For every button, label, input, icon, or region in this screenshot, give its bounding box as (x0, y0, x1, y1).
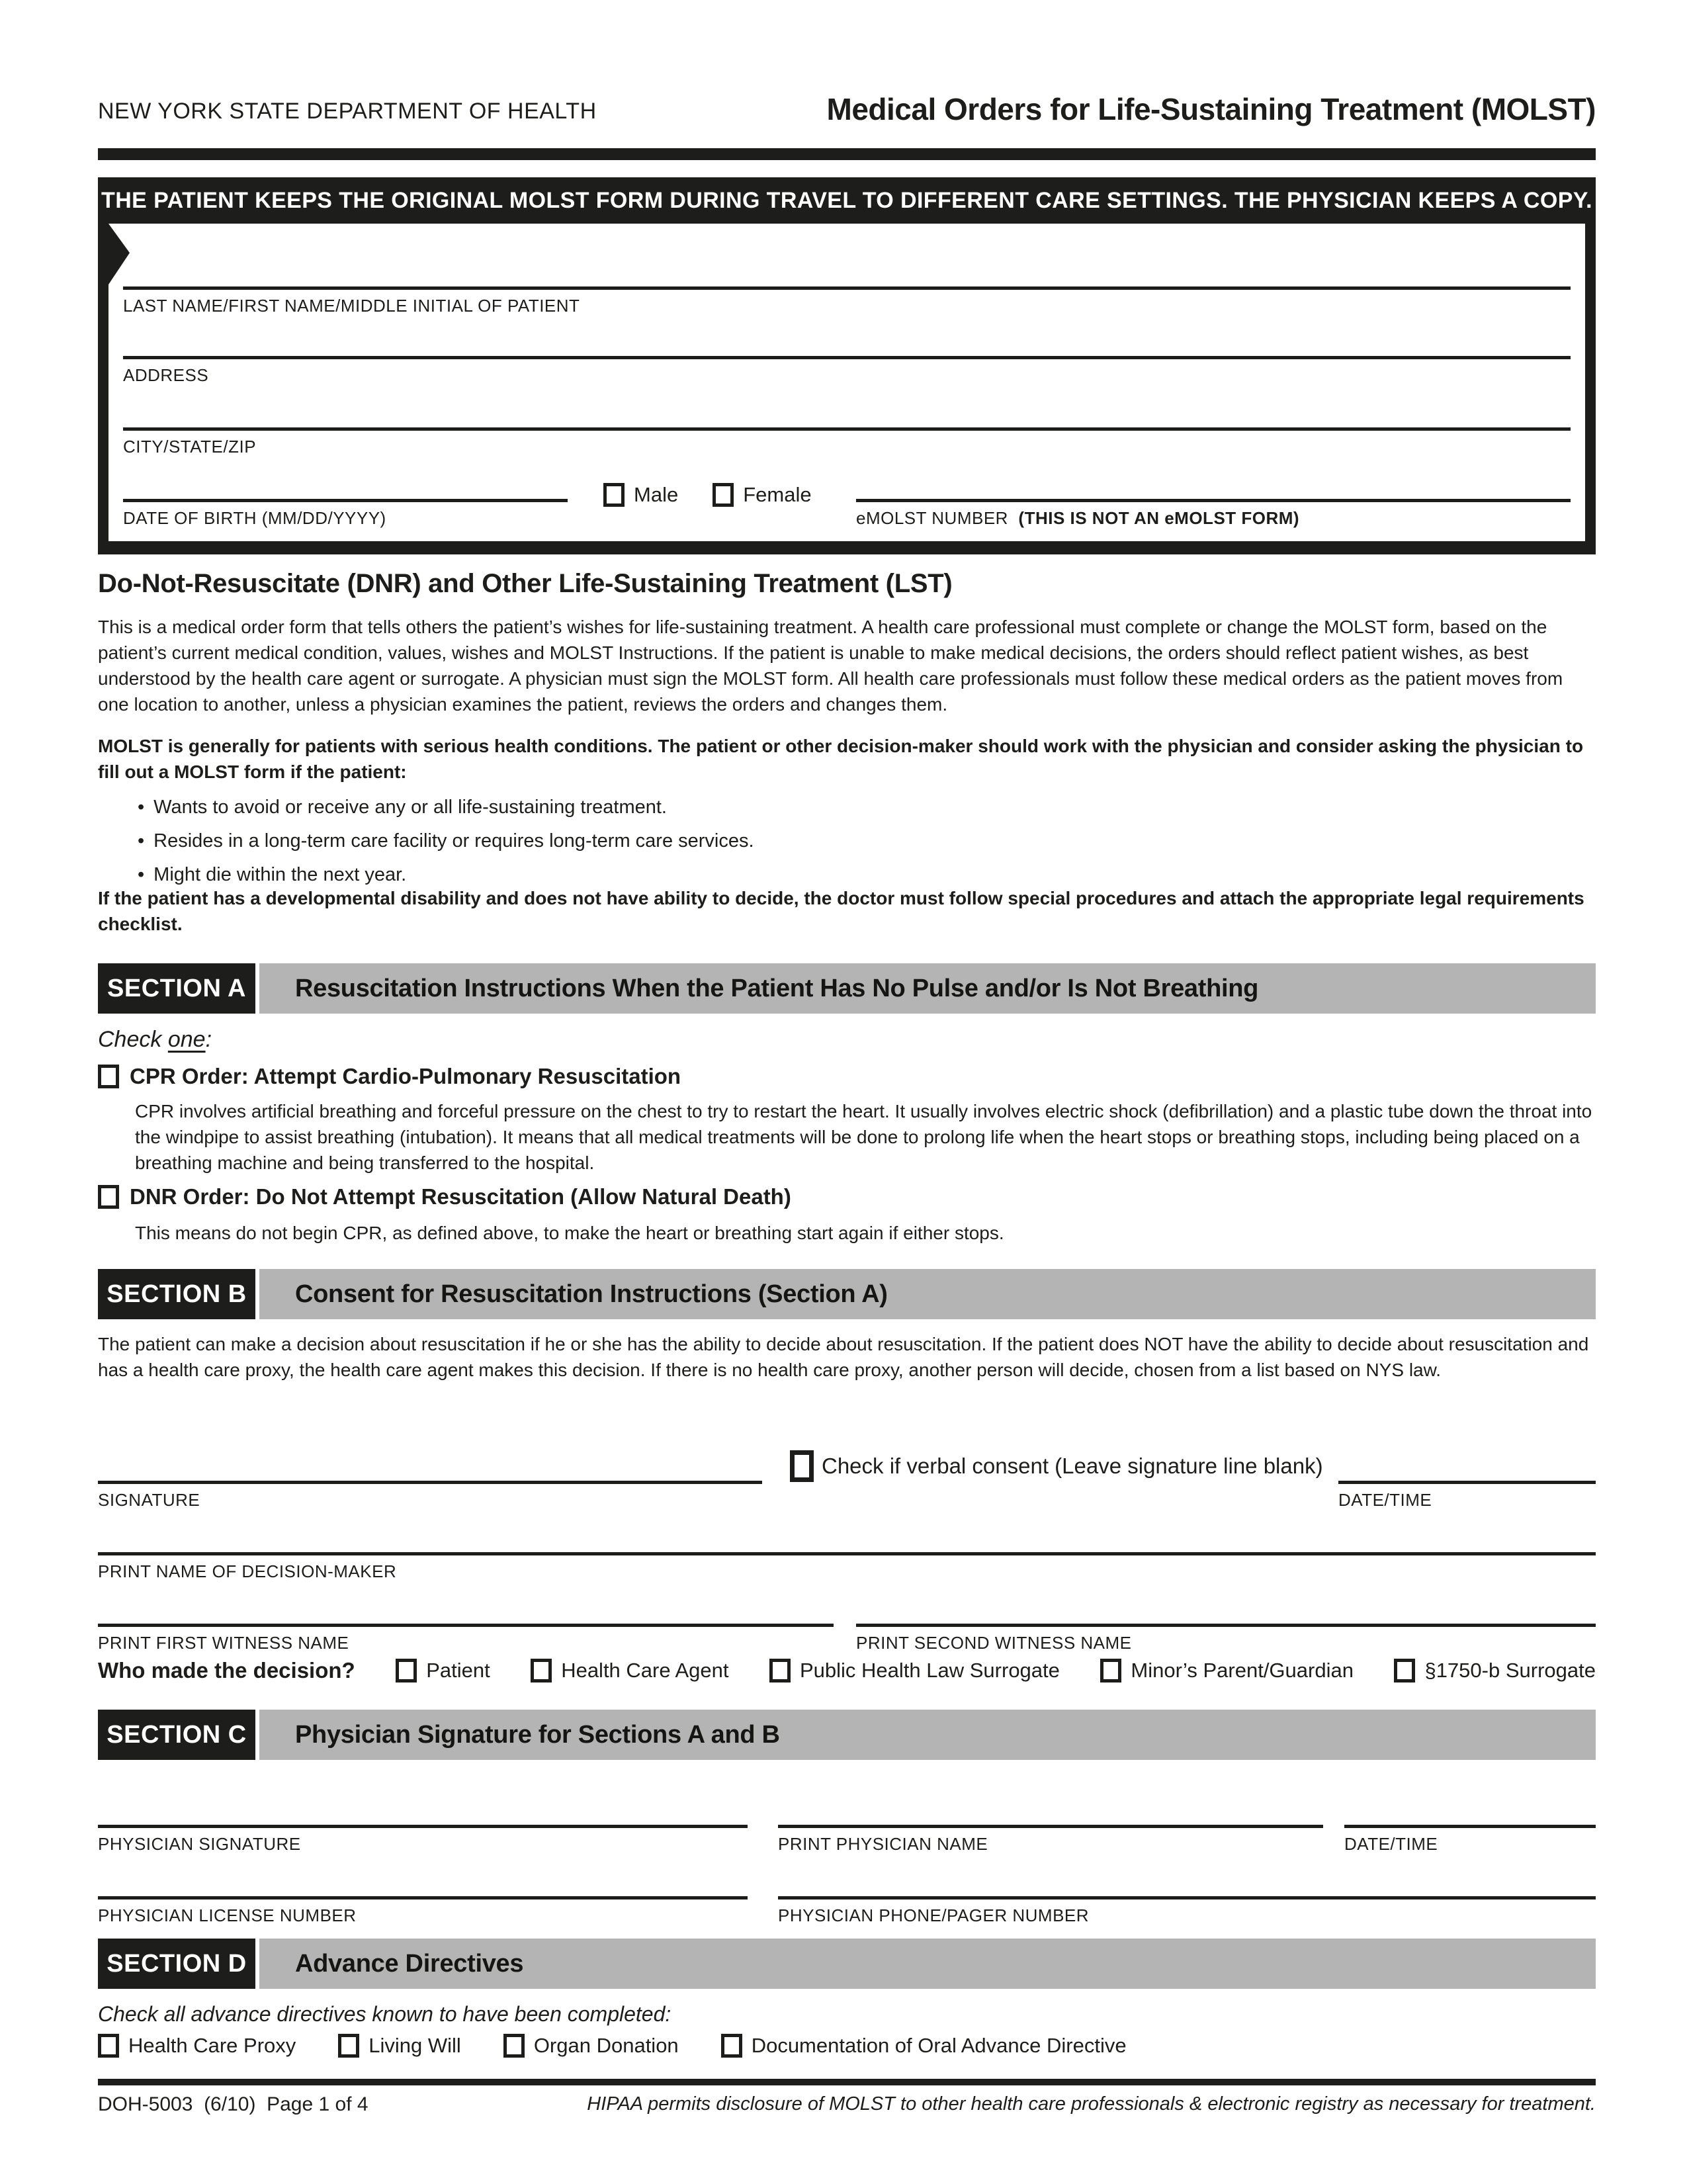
list-item-text: • Wants to avoid or receive any or all life-sustaining treatment. (153, 797, 667, 818)
molst-criteria-list (138, 794, 1596, 895)
cpr-order-checkbox[interactable] (98, 1065, 119, 1088)
footer-divider (98, 2079, 1596, 2085)
sex-selection (603, 483, 812, 507)
health-care-proxy-label: Health Care Proxy (128, 2034, 296, 2057)
oral-advance-directive-checkbox[interactable] (721, 2034, 742, 2058)
list-item (138, 828, 1596, 854)
check-one-instruction (98, 1027, 212, 1053)
section-d-header (98, 1939, 1596, 1989)
patient-dob-label: DATE OF BIRTH (MM/DD/YYYY) (123, 508, 386, 528)
first-witness-label: PRINT FIRST WITNESS NAME (98, 1633, 349, 1653)
physician-signature-line[interactable] (98, 1825, 748, 1828)
patient-dob-field (123, 499, 568, 529)
cpr-description: CPR involves artificial breathing and forceful pressure on the chest to try to restart the heart. It usually involves electric shock (defibrillation) and a plastic tube down the throat into the windpipe to assist breathing (intubation). It means that all medical treatments will be done to prolong life when the heart stops or breathing stops, including being placed on a breathing machine and being transferred to the hospital. (135, 1101, 1592, 1173)
second-witness-label: PRINT SECOND WITNESS NAME (856, 1633, 1132, 1653)
form-content (98, 0, 1596, 2184)
dnr-order-checkbox[interactable] (98, 1185, 119, 1209)
intro-paragraph: This is a medical order form that tells others the patient’s wishes for life-sustaining treatment. A health care professional must complete or change the MOLST form, based on the patient’s current medical condition, values, wishes and MOLST Instructions. If the patient is unable to make medical decisions, the orders should reflect patient wishes, as best understood by the health care agent or surrogate. A physician must sign the MOLST form. All health care professionals must follow these medical orders as the patient moves from one location to another, unless a physician examines the patient, reviews the orders and changes them. (98, 617, 1563, 715)
molst-purpose-paragraph: MOLST is generally for patients with serious health conditions. The patient or other decision-maker should work with the physician and consider asking the physician to fill out a MOLST form if the patient: (98, 736, 1584, 782)
emolst-number-label (856, 508, 1571, 529)
patient-option-label: Patient (426, 1659, 490, 1682)
verbal-consent-checkbox[interactable] (790, 1450, 814, 1482)
cpr-order-label: CPR Order: Attempt Cardio-Pulmonary Resuscitation (130, 1064, 681, 1088)
minors-parent-guardian-checkbox[interactable] (1100, 1659, 1121, 1682)
patient-name-field (123, 286, 1571, 316)
list-item-text: • Resides in a long-term care facility or requires long-term care services. (153, 830, 754, 852)
second-witness-line[interactable] (856, 1624, 1596, 1627)
first-witness-line[interactable] (98, 1624, 834, 1627)
organ-donation-checkbox[interactable] (503, 2034, 525, 2058)
patient-fields-area (98, 224, 1596, 554)
advance-directives-options (98, 2034, 1596, 2058)
consent-datetime-line[interactable] (1338, 1481, 1596, 1484)
female-option[interactable] (713, 483, 811, 507)
section-c-header (98, 1710, 1596, 1760)
option-health-care-proxy[interactable] (98, 2034, 296, 2058)
decision-maker-name-line[interactable] (98, 1552, 1596, 1555)
header (98, 91, 1596, 127)
dnr-order-label: DNR Order: Do Not Attempt Resuscitation (Allow Natural Death) (130, 1184, 791, 1209)
emolst-note-text: (THIS IS NOT AN eMOLST FORM) (1018, 508, 1300, 528)
section-c-label: SECTION C (98, 1710, 255, 1760)
patient-checkbox[interactable] (396, 1659, 417, 1682)
who-option-1750b-surrogate[interactable] (1394, 1659, 1596, 1682)
physician-license-label: PHYSICIAN LICENSE NUMBER (98, 1905, 357, 1925)
surrogate-1750b-option-label: §1750-b Surrogate (1424, 1659, 1596, 1682)
living-will-checkbox[interactable] (338, 2034, 359, 2058)
check-one-suffix: : (205, 1027, 212, 1052)
dnr-description: This means do not begin CPR, as defined above, to make the heart or breathing start again if either stops. (135, 1223, 1004, 1243)
option-living-will[interactable] (338, 2034, 461, 2058)
section-c-title: Physician Signature for Sections A and B (259, 1710, 1596, 1760)
travel-notice-banner: THE PATIENT KEEPS THE ORIGINAL MOLST FORM DURING TRAVEL TO DIFFERENT CARE SETTINGS. THE PHYSICIAN KEEPS A COPY. (98, 177, 1596, 224)
list-item (138, 861, 1596, 888)
who-option-patient[interactable] (396, 1659, 490, 1682)
footer (98, 2093, 1596, 2116)
consent-datetime-label: DATE/TIME (1338, 1490, 1432, 1510)
male-label: Male (634, 483, 679, 506)
section-d-label: SECTION D (98, 1939, 255, 1989)
emolst-label-text: eMOLST NUMBER (856, 508, 1008, 528)
list-item-text: • Might die within the next year. (153, 864, 407, 885)
dnr-lst-heading: Do-Not-Resuscitate (DNR) and Other Life-Sustaining Treatment (LST) (98, 569, 953, 598)
patient-info-box (98, 177, 1596, 554)
female-label: Female (743, 483, 812, 506)
check-one-word: one (167, 1027, 206, 1052)
header-divider (98, 148, 1596, 160)
option-organ-donation[interactable] (503, 2034, 679, 2058)
section-a-label: SECTION A (98, 963, 255, 1014)
physician-name-line[interactable] (778, 1825, 1323, 1828)
corner-wedge-decoration (108, 224, 130, 284)
patient-city-field (123, 427, 1571, 457)
cpr-order-option[interactable] (98, 1064, 681, 1089)
document-number: DOH-5003 (6/10) Page 1 of 4 (98, 2093, 368, 2115)
health-care-agent-checkbox[interactable] (531, 1659, 552, 1682)
signature-label: SIGNATURE (98, 1490, 200, 1510)
verbal-consent-label: Check if verbal consent (Leave signature line blank) (822, 1454, 1323, 1478)
patient-address-field (123, 356, 1571, 386)
check-one-prefix: Check (98, 1027, 168, 1052)
male-checkbox[interactable] (603, 483, 625, 507)
minors-parent-guardian-option-label: Minor’s Parent/Guardian (1131, 1659, 1354, 1682)
advance-directives-instruction: Check all advance directives known to have been completed: (98, 2002, 671, 2026)
patient-address-label: ADDRESS (123, 365, 209, 385)
organ-donation-label: Organ Donation (533, 2034, 679, 2057)
surrogate-1750b-checkbox[interactable] (1394, 1659, 1415, 1682)
section-a-header (98, 963, 1596, 1014)
verbal-consent-option[interactable] (790, 1450, 1323, 1482)
who-option-health-care-agent[interactable] (531, 1659, 728, 1682)
physician-name-label: PRINT PHYSICIAN NAME (778, 1834, 988, 1854)
section-d-title: Advance Directives (259, 1939, 1596, 1989)
decision-maker-signature-line[interactable] (98, 1481, 762, 1484)
physician-license-line[interactable] (98, 1896, 748, 1900)
agency-name: NEW YORK STATE DEPARTMENT OF HEALTH (98, 99, 597, 124)
emolst-number-field (856, 499, 1571, 529)
section-a-title: Resuscitation Instructions When the Patient Has No Pulse and/or Is Not Breathing (259, 963, 1596, 1014)
oral-advance-directive-label: Documentation of Oral Advance Directive (751, 2034, 1127, 2057)
option-oral-advance-directive[interactable] (721, 2034, 1127, 2058)
consent-description: The patient can make a decision about resuscitation if he or she has the ability to decide about resuscitation. If the patient does NOT have the ability to decide about resuscitation and has a health care proxy, the health care agent makes this decision. If there is no health care proxy, another person will decide, chosen from a list based on NYS law. (98, 1334, 1589, 1380)
section-b-title: Consent for Resuscitation Instructions (Section A) (259, 1269, 1596, 1319)
page-title: Medical Orders for Life-Sustaining Treatment (MOLST) (826, 92, 1596, 126)
patient-city-label: CITY/STATE/ZIP (123, 437, 257, 457)
disability-note-paragraph: If the patient has a developmental disability and does not have ability to decide, the doctor must follow special procedures and attach the appropriate legal requirements checklist. (98, 888, 1584, 934)
health-care-proxy-checkbox[interactable] (98, 2034, 119, 2058)
decision-maker-type-row (98, 1658, 1596, 1683)
patient-name-label: LAST NAME/FIRST NAME/MIDDLE INITIAL OF PATIENT (123, 296, 580, 316)
living-will-label: Living Will (368, 2034, 461, 2057)
section-b-header (98, 1269, 1596, 1319)
list-item (138, 794, 1596, 820)
physician-datetime-line[interactable] (1344, 1825, 1596, 1828)
who-option-public-health-law-surrogate[interactable] (769, 1659, 1060, 1682)
hipaa-notice: HIPAA permits disclosure of MOLST to other health care professionals & electronic registry as necessary for treatment. (587, 2093, 1596, 2115)
decision-maker-name-label: PRINT NAME OF DECISION-MAKER (98, 1561, 397, 1581)
physician-phone-line[interactable] (778, 1896, 1596, 1900)
health-care-agent-option-label: Health Care Agent (561, 1659, 729, 1682)
public-health-law-surrogate-option-label: Public Health Law Surrogate (800, 1659, 1060, 1682)
section-b-label: SECTION B (98, 1269, 255, 1319)
public-health-law-surrogate-checkbox[interactable] (769, 1659, 791, 1682)
male-option[interactable] (603, 483, 678, 507)
physician-phone-label: PHYSICIAN PHONE/PAGER NUMBER (778, 1905, 1090, 1925)
dnr-order-option[interactable] (98, 1184, 791, 1209)
who-decided-label: Who made the decision? (98, 1658, 355, 1682)
who-option-minors-parent-guardian[interactable] (1100, 1659, 1354, 1682)
physician-datetime-label: DATE/TIME (1344, 1834, 1438, 1854)
physician-signature-label: PHYSICIAN SIGNATURE (98, 1834, 301, 1854)
female-checkbox[interactable] (713, 483, 734, 507)
